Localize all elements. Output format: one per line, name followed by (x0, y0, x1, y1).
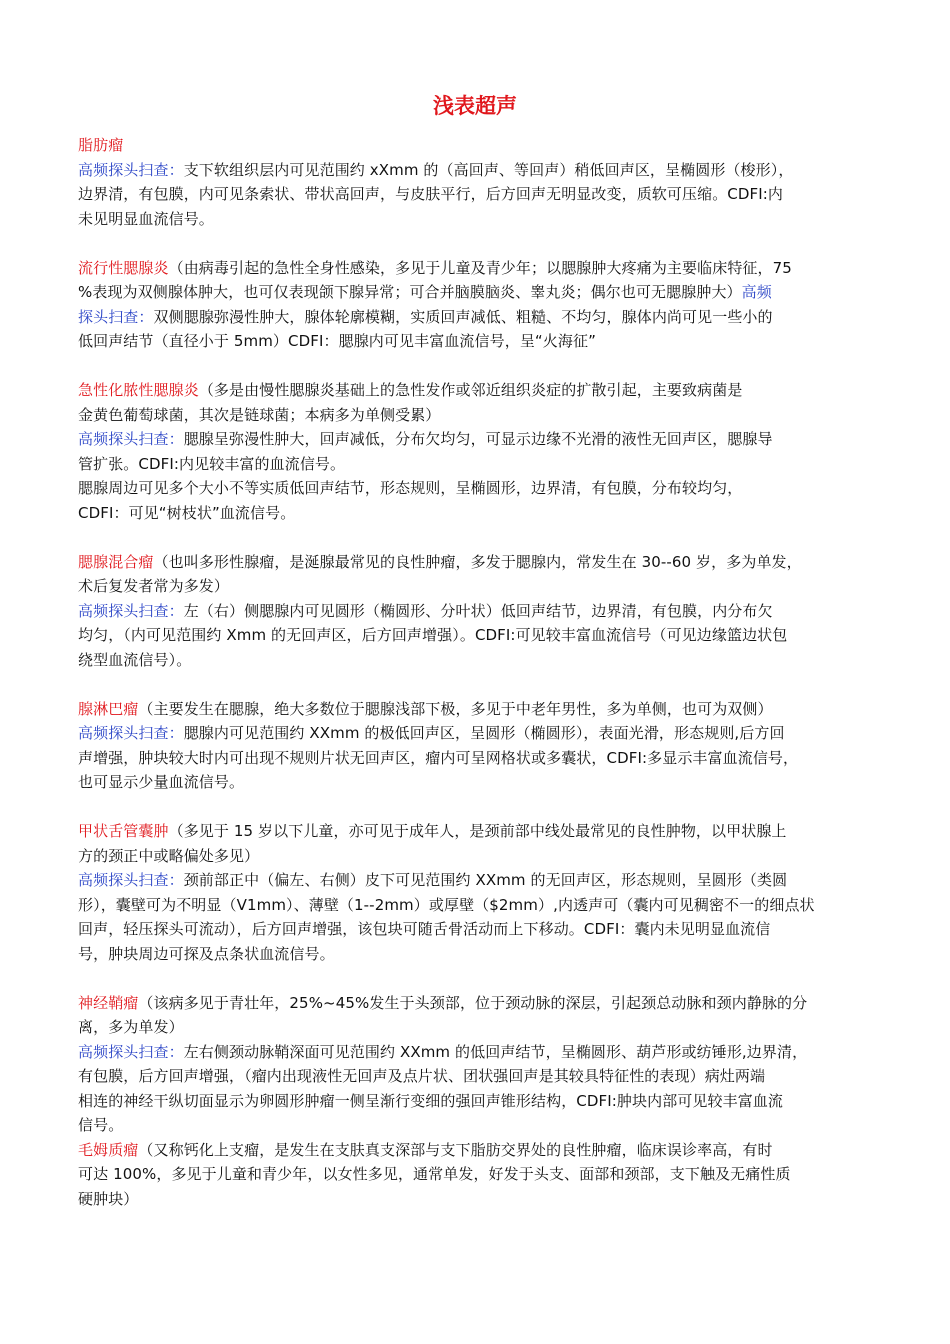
text-line: 硬肿块） (78, 1189, 139, 1208)
section-thyroglossal-cyst (78, 819, 888, 966)
text-line: 探头扫查：双侧腮腺弥漫性肿大，腺体轮廓模糊，实质回声减低、粗糙、不均匀，腺体内尚可见一些小的 (78, 307, 773, 326)
page-title: 浅表超声 (433, 94, 517, 118)
text-line: 毛姆质瘤（又称钙化上支瘤，是发生在支肤真支深部与支下脂肪交界处的良性肿瘤，临床误诊率高，有时 (78, 1140, 773, 1159)
text-line: 可达 100%，多见于儿童和青少年，以女性多见，通常单发，好发于头支、面部和颈部，支下触及无痛性质 (78, 1165, 791, 1183)
text-line: CDFI：可见“树枝状”血流信号。 (78, 503, 296, 522)
section-heading: 脂肪瘤 (78, 136, 124, 154)
scan-label: 高频探头扫查： (78, 724, 184, 742)
section-heading: 毛姆质瘤 (78, 1140, 139, 1159)
scan-label: 高频探头扫查： (78, 871, 184, 889)
text-line: 管扩张。CDFI:内见较丰富的血流信号。 (78, 454, 346, 473)
section-pilomatricoma (78, 1138, 888, 1212)
section-heading: 腮腺混合瘤 (78, 552, 154, 571)
text-line: 高频探头扫查：左（右）侧腮腺内可见圆形（椭圆形、分叶状）低回声结节，边界清，有包膜，内分布欠 (78, 601, 773, 620)
section-mixed-tumor (78, 550, 888, 673)
text-line: 高频探头扫查：腮腺内可见范围约 XXmm 的极低回声区，呈圆形（椭圆形），表面光滑，形态规则,后方回 (78, 724, 785, 742)
section-mumps (78, 256, 888, 354)
text-line: 高频探头扫查：左右侧颈动脉鞘深面可见范围约 XXmm 的低回声结节，呈椭圆形、葫芦形或纺锤形,边界清， (78, 1042, 808, 1061)
section-heading: 急性化脓性腮腺炎 (78, 381, 199, 399)
text-line: 腺淋巴瘤（主要发生在腮腺，绝大多数位于腮腺浅部下极，多见于中老年男性，多为单侧，也可为双侧） (78, 699, 773, 718)
text-line: 边界清，有包膜，内可见条索状、带状高回声，与皮肤平行，后方回声无明显改变，质软可压缩。CDFI:内 (78, 185, 784, 203)
section-lymphoma (78, 697, 888, 795)
scan-label: 高频探头扫查： (78, 601, 184, 620)
scan-label: 高频探头扫查： (78, 430, 184, 448)
text-line: 离，多为单发） (78, 1018, 184, 1036)
text-line: 甲状舌管囊肿（多见于 15 岁以下儿童，亦可见于成年人，是颈前部中线处最常见的良性肿物，以甲状腺上 (78, 822, 787, 840)
text-line: 高频探头扫查：支下软组织层内可见范围约 xXmm 的（高回声、等回声）稍低回声区，呈椭圆形（梭形）， (78, 160, 794, 179)
text-line: 腮腺周边可见多个大小不等实质低回声结节，形态规则，呈椭圆形，边界清，有包膜，分布较均匀， (78, 479, 743, 497)
text-line: 高频探头扫查：颈前部正中（偏左、右侧）皮下可见范围约 XXmm 的无回声区，形态规则，呈圆形（类圆 (78, 871, 788, 889)
scan-label: 高频探头扫查： (78, 160, 184, 179)
document-body (78, 133, 888, 1211)
section-lipoma (78, 133, 888, 231)
text-line: 回声，轻压探头可流动），后方回声增强，该包块可随舌骨活动而上下移动。CDFI：囊内未见明显血流信 (78, 920, 771, 938)
scan-label: 高频 (741, 283, 772, 301)
text-line: 信号。 (78, 1116, 124, 1134)
text-line: 未见明显血流信号。 (78, 209, 214, 228)
section-schwannoma (78, 991, 888, 1138)
text-line: 形），囊壁可为不明显（V1mm）、薄壁（1--2mm）或厚壁（$2mm）,内透声可（囊内可见稠密不一的细点状 (78, 895, 815, 914)
section-suppurative-parotitis (78, 378, 888, 525)
text-line: 高频探头扫查：腮腺呈弥漫性肿大，回声减低，分布欠均匀，可显示边缘不光滑的液性无回声区，腮腺导 (78, 430, 773, 448)
text-line: 相连的神经干纵切面显示为卵圆形肿瘤一侧呈渐行变细的强回声锥形结构，CDFI:肿块内部可见较丰富血流 (78, 1091, 784, 1110)
text-line: 声增强，肿块较大时内可出现不规则片状无回声区，瘤内可呈网格状或多囊状，CDFI:多显示丰富血流信号， (78, 748, 799, 767)
section-heading: 神经鞘瘤 (78, 993, 139, 1012)
text-line: 方的颈正中或略偏处多见） (78, 846, 260, 865)
text-line: 金黄色葡萄球菌，其次是链球菌；本病多为单侧受累） (78, 405, 441, 424)
text-line: 也可显示少量血流信号。 (78, 773, 245, 791)
scan-label: 高频探头扫查： (78, 1042, 184, 1061)
scan-label: 探头扫查： (78, 307, 154, 326)
text-line: 绕型血流信号）。 (78, 650, 192, 669)
section-heading: 腺淋巴瘤 (78, 699, 139, 718)
text-line: 有包膜，后方回声增强，（瘤内出现液性无回声及点片状、团状强回声是其较具特征性的表现）病灶两端 (78, 1067, 766, 1085)
text-line: 号，肿块周边可探及点条状血流信号。 (78, 944, 335, 963)
text-line: 腮腺混合瘤（也叫多形性腺瘤，是涎腺最常见的良性肿瘤，多发于腮腺内，常发生在 30--60 岁，多为单发， (78, 552, 802, 571)
text-line: 急性化脓性腮腺炎（多是由慢性腮腺炎基础上的急性发作或邻近组织炎症的扩散引起，主要致病菌是 (78, 381, 743, 399)
text-line: %表现为双侧腺体肿大，也可仅表现颌下腺异常；可合并脑膜脑炎、睾丸炎；偶尔也可无腮腺肿大）高频 (78, 283, 772, 301)
text-line: 低回声结节（直径小于 5mm）CDFI：腮腺内可见丰富血流信号，呈“火海征” (78, 332, 596, 350)
text-line: 均匀，（内可见范围约 Xmm 的无回声区，后方回声增强）。CDFI:可见较丰富血流信号（可见边缘篮边状包 (78, 626, 788, 644)
text-line: 术后复发者常为多发） (78, 577, 230, 595)
text-line: 流行性腮腺炎（由病毒引起的急性全身性感染，多见于儿童及青少年；以腮腺肿大疼痛为主要临床特征，75 (78, 258, 792, 277)
section-heading: 流行性腮腺炎 (78, 258, 169, 277)
text-line: 神经鞘瘤（该病多见于青壮年，25%~45%发生于头颈部，位于颈动脉的深层，引起颈总动脉和颈内静脉的分 (78, 993, 808, 1012)
section-heading: 甲状舌管囊肿 (78, 822, 169, 840)
